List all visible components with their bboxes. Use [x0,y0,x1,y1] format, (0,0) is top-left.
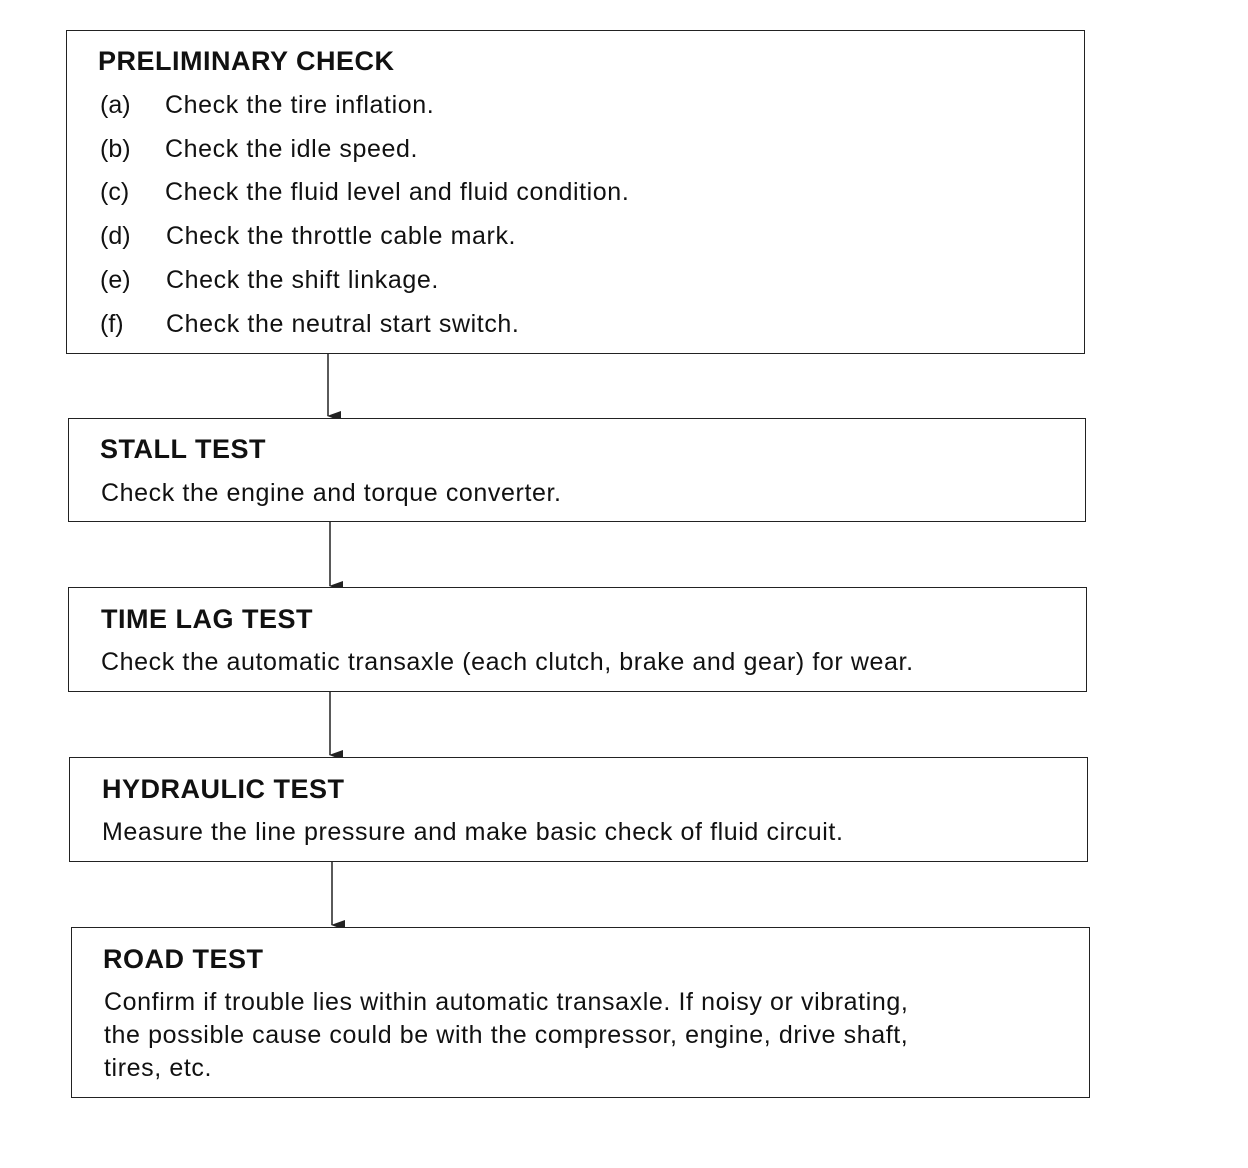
preliminary-item-text: Check the throttle cable mark. [166,222,517,250]
time-lag-test-text: Check the automatic transaxle (each clutch, brake and gear) for wear. [101,648,914,676]
preliminary-check-title: PRELIMINARY CHECK [98,46,395,76]
hydraulic-test-text: Measure the line pressure and make basic check of fluid circuit. [102,818,844,846]
preliminary-item-label: (e) [100,266,131,294]
hydraulic-test-title: HYDRAULIC TEST [102,774,345,804]
preliminary-item-text: Check the fluid level and fluid condition. [165,178,630,206]
preliminary-item-label: (b) [100,135,131,163]
preliminary-item-label: (a) [100,91,131,119]
preliminary-item-label: (d) [100,222,131,250]
preliminary-item-text: Check the shift linkage. [166,266,439,294]
preliminary-item-label: (c) [100,178,130,206]
stall-test-title: STALL TEST [100,434,266,464]
preliminary-item-text: Check the tire inflation. [165,91,435,119]
road-test-text-line: the possible cause could be with the compressor, engine, drive shaft, [104,1021,909,1049]
preliminary-item-text: Check the idle speed. [165,135,419,163]
road-test-text-line: tires, etc. [104,1054,213,1082]
preliminary-item-text: Check the neutral start switch. [166,310,520,338]
road-test-text-line: Confirm if trouble lies within automatic transaxle. If noisy or vibrating, [104,988,909,1016]
preliminary-item-label: (f) [100,310,124,338]
time-lag-test-title: TIME LAG TEST [101,604,313,634]
stall-test-text: Check the engine and torque converter. [101,479,562,507]
road-test-title: ROAD TEST [103,944,264,974]
